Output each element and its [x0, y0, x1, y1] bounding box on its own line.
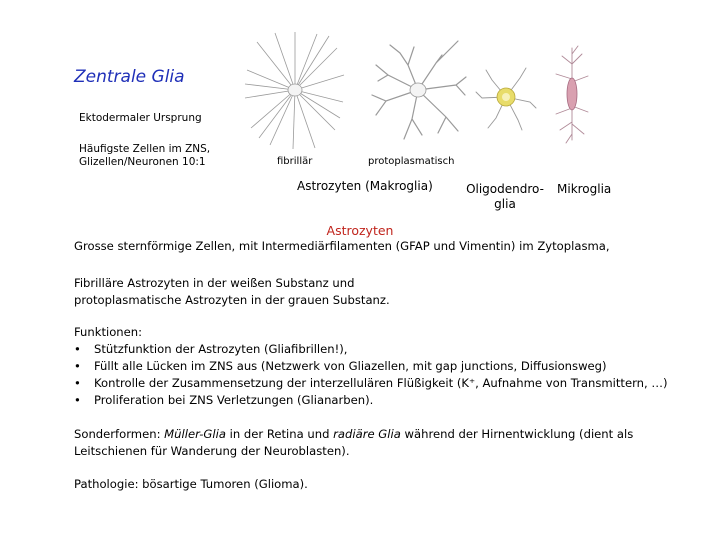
oligodendroglia-illustration: [476, 62, 536, 132]
astrozyten-description: Grosse sternförmige Zellen, mit Intermediärfilamenten (GFAP und Vimentin) im Zytoplasma,: [74, 239, 610, 253]
origin-note: Ektodermaler Ursprung: [79, 112, 202, 124]
frequency-note-line1: Häufigste Zellen im ZNS,: [79, 143, 211, 155]
label-astrozyten-makroglia: Astrozyten (Makroglia): [297, 179, 433, 193]
mueller-glia-term: Müller-Glia: [164, 427, 226, 441]
functions-heading: Funktionen:: [74, 325, 143, 339]
function-item: • Stützfunktion der Astrozyten (Gliafibrillen!),: [74, 342, 348, 356]
functions-list: [74, 341, 694, 409]
label-mikroglia: Mikroglia: [557, 182, 612, 196]
function-item: • Kontrolle der Zusammensetzung der interzellulären Flüßigkeit (K⁺, Aufnahme von Transmittern, …): [74, 376, 668, 390]
astrozyten-types-line2: protoplasmatische Astrozyten in der grauen Substanz.: [74, 293, 390, 307]
function-item: • Füllt alle Lücken im ZNS aus (Netzwerk von Gliazellen, mit gap junctions, Diffusionsweg): [74, 359, 607, 373]
astrozyten-heading: Astrozyten: [326, 223, 394, 238]
frequency-note-line2: Glizellen/Neuronen 10:1: [79, 156, 206, 168]
bullet-icon: •: [74, 376, 81, 390]
radial-glia-term: radiäre Glia: [333, 427, 401, 441]
function-item: • Proliferation bei ZNS Verletzungen (Glianarben).: [74, 393, 374, 407]
protoplasmic-astrocyte-illustration: [368, 35, 468, 145]
special-forms-line2: Leitschienen für Wanderung der Neuroblasten).: [74, 444, 350, 458]
special-forms-line1: Sonderformen: Müller-Glia in der Retina und radiäre Glia während der Hirnentwicklung (dient als: [74, 427, 634, 441]
fibrillar-astrocyte-illustration: [245, 30, 345, 150]
label-oligodendroglia: [460, 182, 550, 212]
mikroglia-illustration: [552, 44, 592, 144]
astrozyten-types-line1: Fibrilläre Astrozyten in der weißen Substanz und: [74, 276, 355, 290]
bullet-icon: •: [74, 359, 81, 373]
bullet-icon: •: [74, 393, 81, 407]
label-oligodendroglia-line1: Oligodendro-: [466, 182, 544, 196]
pathology-note: Pathologie: bösartige Tumoren (Glioma).: [74, 477, 308, 491]
caption-fibrillar: fibrillär: [277, 156, 313, 167]
special-forms-paragraph: [74, 426, 694, 460]
page-title: Zentrale Glia: [74, 67, 185, 87]
label-oligodendroglia-line2: glia: [494, 197, 516, 211]
astrozyten-types-paragraph: [74, 275, 390, 309]
caption-protoplasmic: protoplasmatisch: [368, 156, 455, 167]
functions-section: [74, 324, 694, 409]
bullet-icon: •: [74, 342, 81, 356]
